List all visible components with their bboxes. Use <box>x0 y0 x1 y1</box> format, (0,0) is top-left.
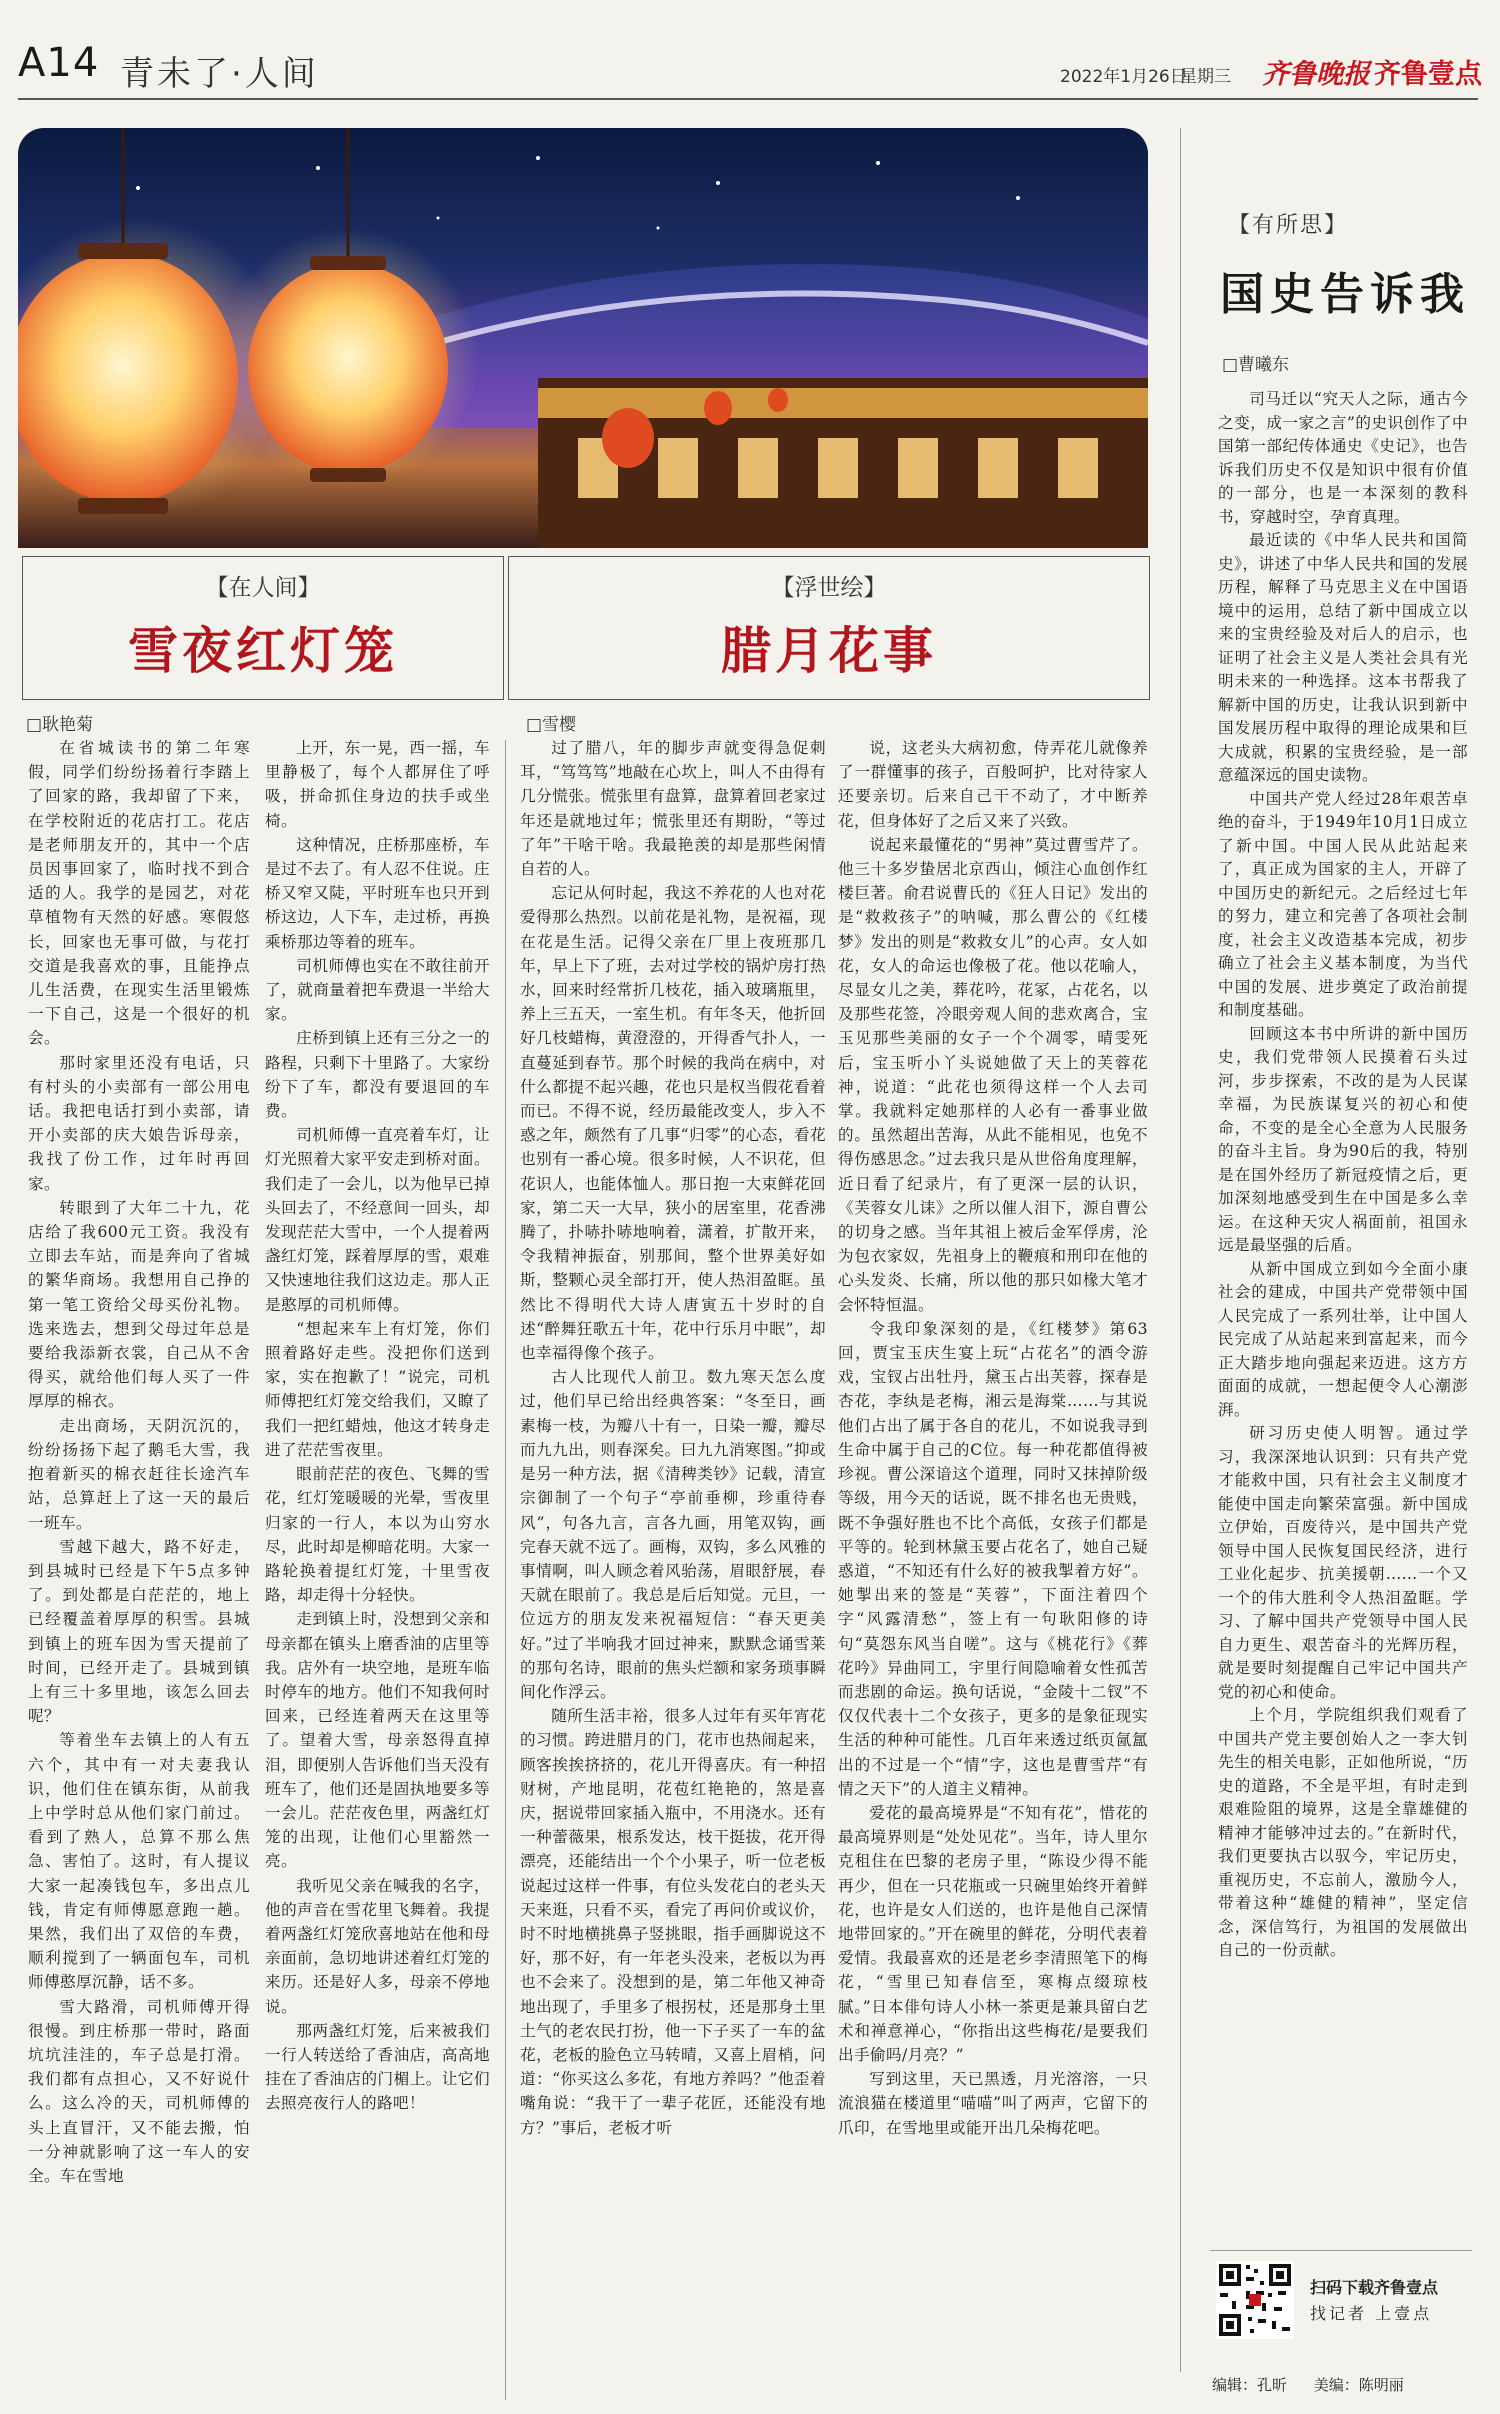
paragraph: 上开，东一晃，西一摇，车里静极了，每个人都屏住了呼吸，拼命抓住身边的扶手或坐椅。 <box>265 739 490 830</box>
page-credits <box>1212 2374 1426 2395</box>
paragraph: 忘记从何时起，我这不养花的人也对花爱得那么热烈。以前花是礼物，是祝福，现在花是生活。记得父亲在厂里上夜班那几年，早上下了班，去对过学校的锅炉房打热水，回来时经常折几枝花，插入玻璃瓶里，养上三五天，一室生机。有年冬天，他折回好几枝蜡梅，黄澄澄的，开得香气扑人，一直蔓延到春节。那个时候的我尚在病中，对什么都提不起兴趣，花也只是权当假花看着而已。不得不说，经历最能改变人，步入不惑之年，颇然有了几事“归零”的心态，看花也别有一番心境。很多时候，人不识花，但花识人，也能体恤人。那日抱一大束鲜花回家，第二天一大早，狭小的居室里，花香沸腾了，扑哧扑哧地响着，潇着，扩散开来，令我精神振奋，别那间，整个世界美好如斯，整颗心灵全部打开，使人热泪盈眶。虽然比不得明代大诗人唐寅五十岁时的自述“醉舞狂歌五十年，花中行乐月中眠”，却也幸福得像个孩子。 <box>520 884 826 1363</box>
article2-column-2 <box>838 736 1148 2400</box>
article3-author: □曹曦东 <box>1222 355 1290 375</box>
paragraph: 雪越下越大，路不好走，到县城时已经是下午5点多钟了。到处都是白茫茫的，地上已经覆盖着厚厚的积雪。县城到镇上的班车因为雪天提前了时间，已经开走了。县城到镇上有三十多里地，该怎么回去呢？ <box>28 1537 250 1726</box>
article1-tag: 【在人间】 <box>205 575 321 601</box>
qr-code[interactable] <box>1216 2261 1294 2339</box>
qr-code-icon <box>1216 2261 1294 2339</box>
paragraph: “想起来车上有灯笼，你们照着路好走些。没把你们送到家，实在抱歉了！”说完，司机师傅把红灯笼交给我们，又瞭了我们一把红蜡烛，他这才转身走进了茫茫雪夜里。 <box>265 1319 490 1459</box>
qr-label-download: 扫码下载齐鲁壹点 <box>1310 2278 1439 2297</box>
paragraph: 这种情况，庄桥那座桥，车是过不去了。有人忍不住说。庄桥又窄又陡，平时班车也只开到桥这边，人下车，走过桥，再换乘桥那边等着的班车。 <box>265 835 490 951</box>
article2-column-1 <box>520 736 826 2400</box>
paragraph: 那两盏红灯笼，后来被我们一行人转送给了香油店，高高地挂在了香油店的门楣上。让它们去照亮夜行人的路吧！ <box>265 2021 490 2113</box>
paragraph: 过了腊八，年的脚步声就变得急促刺耳，“笃笃笃”地敲在心坎上，叫人不由得有几分慌张。慌张里有盘算，盘算着回老家过年还是就地过年；慌张里还有期盼，“等过了年”干啥干啥。我最艳羡的却是那些闲情自若的人。 <box>520 739 826 879</box>
paragraph: 说起来最懂花的“男神”莫过曹雪芹了。他三十多岁蛰居北京西山，倾注心血创作红楼巨著。俞君说曹氏的《狂人日记》发出的是“救救孩子”的呐喊，那么曹公的《红楼梦》发出的则是“救救女儿”的心声。女人如花，女人的命运也像极了花。他以花喻人，尽显女儿之美，葬花吟，花冢，占花名，以及那些花签，冷眼旁观人间的悲欢离合，宝玉见那些美丽的女子一个个凋零，晴雯死后，宝玉听小丫头说她做了天上的芙蓉花神，说道：“此花也须得这样一个人去司掌。我就料定她那样的人必有一番事业做的。虽然超出苦海，从此不能相见，也免不得伤感思念。”过去我只是从世俗角度理解，近日看了纪录片，有了更深一层的认识，《芙蓉女儿诔》之所以催人泪下，源自曹公的切身之感。当年其祖上被后金军俘虏，沦为包衣家奴，先祖身上的鞭痕和刑印在他的心头发炎、长痛，所以他的那只如椽大笔才会怀特恒温。 <box>838 835 1148 1314</box>
page-number: A14 <box>18 40 100 86</box>
paragraph: 说，这老头大病初愈，侍弄花儿就像养了一群懂事的孩子，百般呵护，比对待家人还要亲切。后来自己干不动了，才中断养花，但身体好了之后又来了兴致。 <box>838 739 1148 830</box>
article3-tag: 【有所思】 <box>1228 213 1349 238</box>
article1-title-box <box>22 556 504 700</box>
lantern-illustration <box>18 128 1148 548</box>
article1-author: □耿艳菊 <box>26 715 94 735</box>
paragraph: 在省城读书的第二年寒假，同学们纷纷扬着行李踏上了回家的路，我却留了下来，在学校附近的花店打工。花店是老师朋友开的，其中一个店员因事回家了，临时找不到合适的人。我学的是园艺，对花草植物有天然的好感。寒假悠长，回家也无事可做，与花打交道是我喜欢的事，且能挣点儿生活费，在现实生活里锻炼一下自己，这是一个很好的机会。 <box>28 739 250 1048</box>
article2-title-box <box>508 556 1150 700</box>
section-name: 青未了·人间 <box>120 54 319 94</box>
paragraph: 走出商场，天阴沉沉的，纷纷扬扬下起了鹅毛大雪，我抱着新买的棉衣赶往长途汽车站，总算赶上了这一天的最后一班车。 <box>28 1416 250 1532</box>
paragraph: 庄桥到镇上还有三分之一的路程，只剩下十里路了。大家纷纷下了车，都没有要退回的车费。 <box>265 1029 490 1121</box>
article1-column-1 <box>28 736 250 2400</box>
article2-title: 腊月花事 <box>721 621 937 680</box>
paragraph: 走到镇上时，没想到父亲和母亲都在镇头上磨香油的店里等我。店外有一块空地，是班车临时停车的地方。他们不知我何时回来，已经连着两天在这里等了。望着大雪，母亲怒得直掉泪，即便别人告诉他们当天没有班车了，他们还是固执地要多等一会儿。茫茫夜色里，两盏红灯笼的出现，让他们心里豁然一亮。 <box>265 1610 490 1871</box>
paragraph: 爱花的最高境界是“不知有花”，惜花的最高境界则是“处处见花”。当年，诗人里尔克租住在巴黎的老房子里，“陈设少得不能再少，但在一只花瓶或一只碗里始终开着鲜花，也许是女人们送的，也许是他自己深情地带回家的。”开在碗里的鲜花，分明代表着爱情。我最喜欢的还是老乡李清照笔下的梅花，“雪里已知春信至，寒梅点缀琼枝腻。”日本俳句诗人小林一茶更是兼具留白艺术和禅意禅心，“你指出这些梅花/是要我们出手偷吗/月亮？” <box>838 1803 1148 2064</box>
paragraph: 上个月，学院组织我们观看了中国共产党主要创始人之一李大钊先生的相关电影，正如他所说，“历史的道路，不全是平坦，有时走到艰难险阻的境界，这是全靠雄健的精神才能够冲过去的。”在新时代，我们更要执古以驭今，牢记历史，重视历史，不忘前人，激励今人，带着这种“雄健的精神”，坚定信念，深信笃行，为祖国的发展做出自己的一份贡献。 <box>1218 1706 1468 1959</box>
article3-body <box>1218 388 1468 2238</box>
paragraph: 研习历史使人明智。通过学习，我深深地认识到：只有共产党才能救中国，只有社会主义制度才能使中国走向繁荣富强。新中国成立伊始，百废待兴，是中国共产党领导中国人民恢复国民经济，进行工业化起步、抗美援朝……一个又一个的伟大胜利令人热泪盈眶。学习、了解中国共产党领导中国人民自力更生、艰苦奋斗的光辉历程，就是要时刻提醒自己牢记中国共产党的初心和使命。 <box>1218 1424 1468 1701</box>
article3-title: 国史告诉我 <box>1220 269 1470 320</box>
qr-label-reporter: 找记者 上壹点 <box>1310 2304 1433 2323</box>
paragraph: 中国共产党人经过28年艰苦卓绝的奋斗，于1949年10月1日成立了新中国。中国人民从此站起来了，真正成为国家的主人，开辟了中国历史的新纪元。之后经过七年的努力，建立和完善了各项社会制度，社会主义改造基本完成，初步确立了社会主义基本制度，为当代中国的发展、进步奠定了政治前提和制度基础。 <box>1218 789 1468 1019</box>
paragraph: 司机师傅也实在不敢往前开了，就商量着把车费退一半给大家。 <box>265 956 490 1024</box>
issue-weekday: 星期三 <box>1180 67 1231 87</box>
lantern-photo <box>18 128 1148 548</box>
paragraph: 司马迁以“究天人之际，通古今之变，成一家之言”的史识创作了中国第一部纪传体通史《史记》，也告诉我们历史不仅是知识中很有价值的一部分，也是一本深刻的教科书，穿越时空，孕育真理。 <box>1218 390 1468 526</box>
page-header <box>0 0 1500 94</box>
paragraph: 司机师傅一直亮着车灯，让灯光照着大家平安走到桥对面。我们走了一会儿，以为他早已掉头回去了，不经意间一回头，却发现茫茫大雪中，一个人提着两盏红灯笼，踩着厚厚的雪，艰难又快速地往我们这边走。那人正是憨厚的司机师傅。 <box>265 1126 490 1314</box>
paragraph: 雪大路滑，司机师傅开得很慢。到庄桥那一带时，路面坑坑洼洼的，车子总是打滑。我们都有点担心，又不好说什么。这么冷的天，司机师傅的头上直冒汗，又不能去搬，怕一分神就影响了这一车人的安全。车在雪地 <box>28 1997 250 2185</box>
paragraph: 最近读的《中华人民共和国简史》，讲述了中华人民共和国的发展历程，解释了马克思主义在中国语境中的运用，总结了新中国成立以来的宝贵经验及对后人的启示，也证明了社会主义是人类社会具有光明未来的一种选择。这本书帮我了解新中国的历史，让我认识到新中国发展历程中取得的理论成果和巨大成就，积累的宝贵经验，是一部意蕴深远的国史读物。 <box>1218 531 1468 784</box>
qr-promo <box>1210 2250 1472 2351</box>
paragraph: 那时家里还没有电话，只有村头的小卖部有一部公用电话。我把电话打到小卖部，请开小卖部的庆大娘告诉母亲，我找了份工作，过年时再回家。 <box>28 1053 250 1193</box>
article1-column-2 <box>265 736 490 2400</box>
column-divider <box>505 740 506 2400</box>
paragraph: 从新中国成立到如今全面小康社会的建成，中国共产党带领中国人民完成了一系列壮举，让中国人民完成了从站起来到富起来，而今正大踏步地向强起来迈进。这方方面面的成就，一想起便令人心潮澎湃。 <box>1218 1259 1468 1419</box>
paragraph: 我听见父亲在喊我的名字，他的声音在雪花里飞舞着。我提着两盏红灯笼欣喜地站在他和母亲面前，急切地讲述着红灯笼的来历。还是好人多，母亲不停地说。 <box>265 1876 490 2016</box>
issue-date: 2022年1月26日 <box>1060 67 1187 87</box>
brand-logo: 齐鲁晚报 <box>1262 59 1370 90</box>
paragraph: 古人比现代人前卫。数九寒天怎么度过，他们早已给出经典答案：“冬至日，画素梅一枝，为瓣八十有一，日染一瓣，瓣尽而九九出，则春深矣。曰九九消寒图。”抑或是另一种方法，据《清稗类钞》记载，清宣宗御制了一个句子“亭前垂柳，珍重待春风”，句各九言，言各九画，用笔双钩，画完春天就不远了。画梅，双钩，多么风雅的事情啊，叫人顾念着风骀荡，眉眼舒展，春天就在眼前了。我总是后后知觉。元旦，一位远方的朋友发来祝福短信：“春天更美好。”过了半响我才回过神来，默默念诵雪莱的那句名诗，眼前的焦头烂额和家务琐事瞬间化作浮云。 <box>520 1368 826 1701</box>
paragraph: 随所生活丰裕，很多人过年有买年宵花的习惯。跨进腊月的门，花市也热闹起来，顾客挨挨挤挤的，花儿开得喜庆。有一种招财树，产地昆明，花苞红艳艳的，煞是喜庆，据说带回家插入瓶中，不用浇水。还有一种蕾薇果，根系发达，枝干挺拔，花开得漂亮，还能结出一个个小果子，听一位老板说起过这样一件事，有位头发花白的老头天天来逛，只看不买，看完了再问价或议价，时不时地横挑鼻子竖挑眼，指手画脚说这不好，那不好，有一年老头没来，老板以为再也不会来了。没想到的是，第二年他又神奇地出现了，手里多了根拐杖，还是那身土里土气的老农民打扮，他一下子买了一车的盆花，老板的脸色立马转晴，又喜上眉梢，问道：“你买这么多花，有地方养吗？”他歪着嘴角说：“我干了一辈子花匠，还能没有地方？”事后，老板才听 <box>520 1707 826 2137</box>
article1-title: 雪夜红灯笼 <box>128 621 398 680</box>
paragraph: 眼前茫茫的夜色、飞舞的雪花，红灯笼暖暖的光晕，雪夜里归家的一行人，本以为山穷水尽，此时却是柳暗花明。大家一路轮换着提红灯笼，十里雪夜路，却走得十分轻快。 <box>265 1465 490 1605</box>
paragraph: 转眼到了大年二十九，花店给了我600元工资。我没有立即去车站，而是奔向了省城的繁华商场。我想用自己挣的第一笔工资给父母买份礼物。选来选去，想到父母过年总是要给我添新衣裳，自己从不舍得买，就给他们每人买了一件厚厚的棉衣。 <box>28 1198 250 1411</box>
article2-author: □雪樱 <box>526 715 577 735</box>
paragraph: 等着坐车去镇上的人有五六个，其中有一对夫妻我认识，他们住在镇东街，从前我上中学时总从他们家门前过。看到了熟人，总算不那么焦急、害怕了。这时，有人提议大家一起凑钱包车，多出点儿钱，肯定有师傅愿意跑一趟。果然，我们出了双倍的车费，顺利搅到了一辆面包车，司机师傅憨厚沉静，话不多。 <box>28 1731 250 1992</box>
paragraph: 回顾这本书中所讲的新中国历史，我们党带领人民摸着石头过河，步步探索，不改的是为人民谋幸福，为民族谋复兴的初心和使命，不变的是全心全意为人民服务的奋斗主旨。身为90后的我，特别是在国外经历了新冠疫情之后，更加深刻地感受到生在中国是多么幸运。在这种天灾人祸面前，祖国永远是最坚强的后盾。 <box>1218 1024 1468 1254</box>
paragraph: 令我印象深刻的是，《红楼梦》第63回，贾宝玉庆生宴上玩“占花名”的酒令游戏，宝钗占出牡丹，黛玉占出芙蓉，探春是杏花，李纨是老梅，湘云是海棠……与其说他们占出了属于各自的花儿，不如说我寻到生命中属于自己的C位。每一种花都值得被珍视。曹公深谙这个道理，同时又抹掉阶级等级，用今天的话说，既不排名也无贵贱，既不争强好胜也不比个高低，女孩子们都是平等的。轮到林黛玉要占花名了，她自己疑惑道，“不知还有什么好的被我掣着方好”。她掣出来的签是“芙蓉”，下面注着四个字“风露清愁”，签上有一句耿阳修的诗句“莫怨东风当自嗟”。这与《桃花行》《葬花吟》异曲同工，宇里行间隐喻着女性孤苦而悲剧的命运。换句话说，“金陵十二钗”不仅仅代表十二个女孩子，更多的是象征现实生活的种种可能性。几百年来透过纸页氤氲出的不过是一个“情”字，这也是曹雪芹“有情之天下”的人道主义精神。 <box>838 1319 1148 1798</box>
column-divider <box>1180 128 1181 2372</box>
paragraph: 写到这里，天已黑透，月光溶溶，一只流浪猫在楼道里“喵喵”叫了两声，它留下的爪印，在雪地里或能开出几朵梅花吧。 <box>838 2070 1148 2137</box>
designer-credit: 美编：陈明丽 <box>1313 2376 1404 2394</box>
header-rule <box>18 98 1478 100</box>
editor-credit: 编辑：孔昕 <box>1212 2376 1288 2394</box>
article2-tag: 【浮世绘】 <box>771 575 887 601</box>
brand-logo-2: 齐鲁壹点 <box>1374 59 1482 90</box>
